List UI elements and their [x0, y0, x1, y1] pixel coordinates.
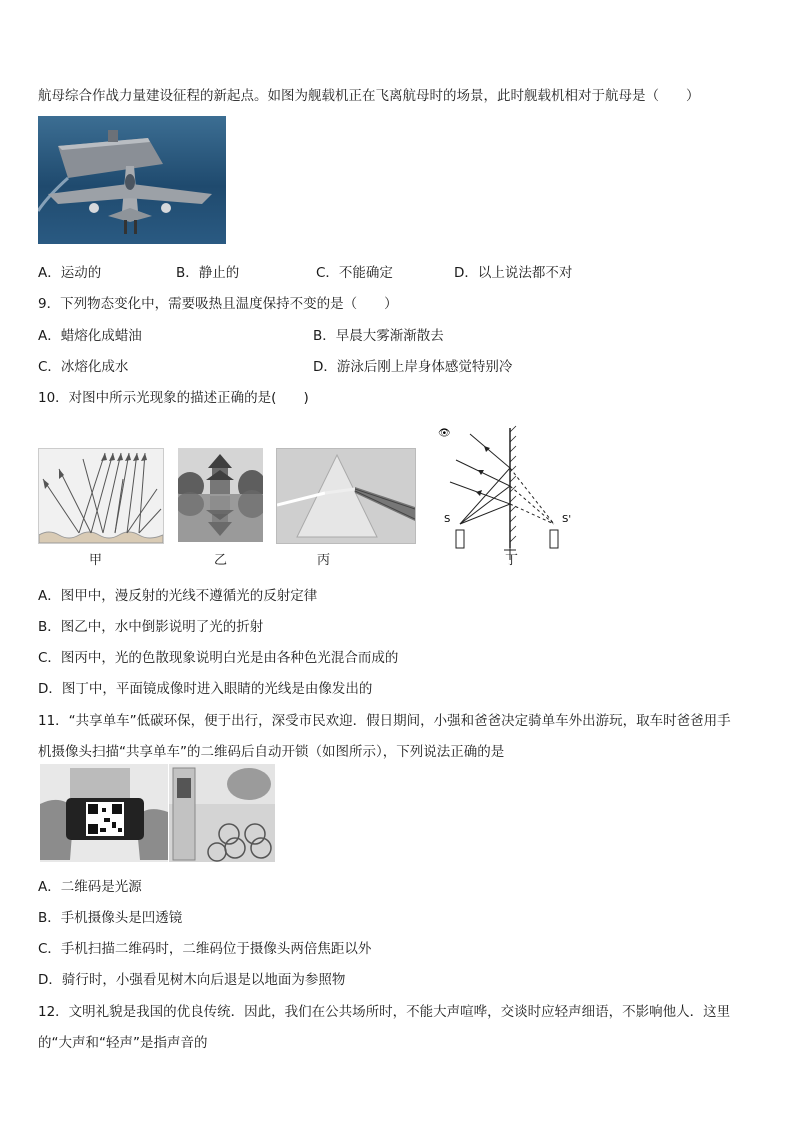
figure-bing-prism-dispersion: [276, 448, 416, 544]
q8-options: [38, 261, 572, 281]
q8-option-a[interactable]: A．运动的: [38, 265, 102, 281]
q11-option-d[interactable]: D．骑行时，小强看见树木向后退是以地面为参照物: [38, 972, 346, 988]
shared-bikes-photo: [169, 764, 275, 862]
q8-option-b[interactable]: B．静止的: [176, 265, 240, 281]
q11-option-c[interactable]: C．手机扫描二维码时，二维码位于摄像头两倍焦距以外: [38, 941, 372, 957]
q11-option-a[interactable]: A．二维码是光源: [38, 879, 142, 895]
q11-stem-line1: 11．“共享单车”低碳环保，便于出行，深受市民欢迎．假日期间，小强和爸爸决定骑单车外出游玩，取车时爸爸用手: [38, 713, 731, 729]
caption-bing: 丙: [317, 553, 331, 568]
q10-option-d[interactable]: D．图丁中，平面镜成像时进入眼睛的光线是由像发出的: [38, 681, 373, 697]
q12-stem-line2: 的“大声和“轻声”是指声音的: [38, 1035, 208, 1051]
q11-option-b[interactable]: B．手机摄像头是凹透镜: [38, 910, 183, 926]
figure-yi-water-reflection: [178, 448, 263, 542]
q8-option-d[interactable]: D．以上说法都不对: [454, 265, 573, 281]
label-s: S: [444, 514, 451, 525]
aircraft-carrier-photo: [38, 116, 226, 244]
label-s-prime: S': [562, 514, 572, 525]
q10-stem: 10．对图中所示光现象的描述正确的是( ): [38, 390, 309, 406]
q11-stem-line2: 机摄像头扫描“共享单车”的二维码后自动开锁（如图所示），下列说法正确的是: [38, 744, 505, 760]
figure-ding-plane-mirror: [436, 420, 586, 570]
caption-ding: 丁: [505, 553, 519, 568]
q8-option-c[interactable]: C．不能确定: [316, 265, 393, 281]
q9-option-c[interactable]: C．冰熔化成水: [38, 359, 129, 375]
eye-icon: 👁: [438, 428, 451, 439]
q10-option-c[interactable]: C．图丙中，光的色散现象说明白光是由各种色光混合而成的: [38, 650, 399, 666]
q8-stem: 航母综合作战力量建设征程的新起点。如图为舰载机正在飞离航母时的场景，此时舰载机相对于航母是（ ）: [38, 88, 700, 104]
phone-scanning-qr-photo: [40, 764, 168, 862]
q10-option-b[interactable]: B．图乙中，水中倒影说明了光的折射: [38, 619, 264, 635]
q9-option-a[interactable]: A．蜡熔化成蜡油: [38, 328, 142, 344]
caption-yi: 乙: [214, 553, 228, 568]
q9-options-row1: [38, 324, 444, 344]
q9-options-row2: [38, 355, 512, 375]
q9-option-d[interactable]: D．游泳后刚上岸身体感觉特别冷: [313, 359, 513, 375]
q9-option-b[interactable]: B．早晨大雾渐渐散去: [313, 328, 444, 344]
figure-jia-diffuse-reflection: [38, 448, 164, 544]
caption-jia: 甲: [89, 553, 103, 568]
q9-stem: 9．下列物态变化中，需要吸热且温度保持不变的是（ ）: [38, 296, 398, 312]
q12-stem-line1: 12．文明礼貌是我国的优良传统．因此，我们在公共场所时，不能大声喧哗，交谈时应轻声细语，不影响他人．这里: [38, 1004, 731, 1020]
q10-option-a[interactable]: A．图甲中，漫反射的光线不遵循光的反射定律: [38, 588, 318, 604]
